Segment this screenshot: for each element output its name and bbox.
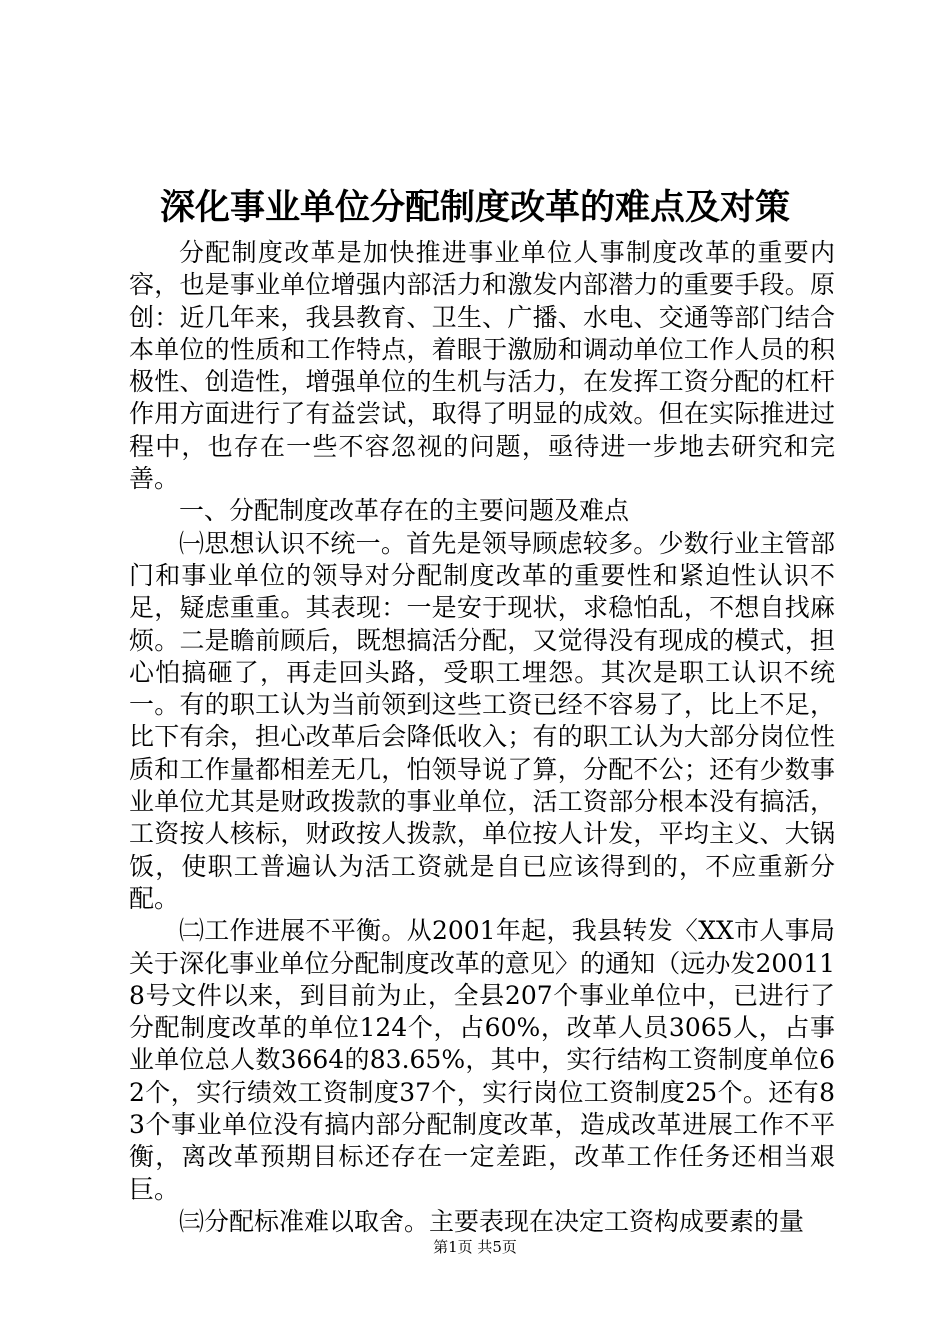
document-body — [129, 237, 835, 1238]
paragraph-item-2: ㈡工作进展不平衡。从2001年起，我县转发〈XX市人事局关于深化事业单位分配制度改革的意见〉的通知（远办发200118号文件以来，到目前为止，全县207个事业单位中，已进行了分配制度改革的单位124个，占60%，改革人员3065人，占事业单位总人数3664的83.65%，其中，实行结构工资制度单位62个，实行绩效工资制度37个，实行岗位工资制度25个。还有83个事业单位没有搞内部分配制度改革，造成改革进展工作不平衡，离改革预期目标还存在一定差距，改革工作任务还相当艰巨。 — [129, 916, 835, 1204]
page-footer: 第1页 共5页 — [433, 1238, 517, 1256]
paragraph-item-3: ㈢分配标准难以取舍。主要表现在决定工资构成要素的量 — [179, 1206, 805, 1236]
paragraph-item-1: ㈠思想认识不统一。首先是领导顾虑较多。少数行业主管部门和事业单位的领导对分配制度改革的重要性和紧迫性认识不足，疑虑重重。其表现：一是安于现状，求稳怕乱，不想自找麻烦。二是瞻前顾后，既想搞活分配，又觉得没有现成的模式，担心怕搞砸了，再走回头路，受职工埋怨。其次是职工认识不统一。有的职工认为当前领到这些工资已经不容易了，比上不足，比下有余，担心改革后会降低收入；有的职工认为大部分岗位性质和工作量都相差无几，怕领导说了算，分配不公；还有少数事业单位尤其是财政拨款的事业单位，活工资部分根本没有搞活，工资按人核标，财政按人拨款，单位按人计发，平均主义、大锅饭，使职工普遍认为活工资就是自已应该得到的，不应重新分配。 — [129, 528, 835, 913]
document-title: 深化事业单位分配制度改革的难点及对策 — [159, 187, 790, 228]
section-heading-1: 一、分配制度改革存在的主要问题及难点 — [179, 496, 630, 526]
paragraph-intro: 分配制度改革是加快推进事业单位人事制度改革的重要内容，也是事业单位增强内部活力和激发内部潜力的重要手段。原创：近几年来，我县教育、卫生、广播、水电、交通等部门结合本单位的性质和工作特点，着眼于激励和调动单位工作人员的积极性、创造性，增强单位的生机与活力，在发挥工资分配的杠杆作用方面进行了有益尝试，取得了明显的成效。但在实际推进过程中，也存在一些不容忽视的问题，亟待进一步地去研究和完善。 — [129, 238, 835, 494]
